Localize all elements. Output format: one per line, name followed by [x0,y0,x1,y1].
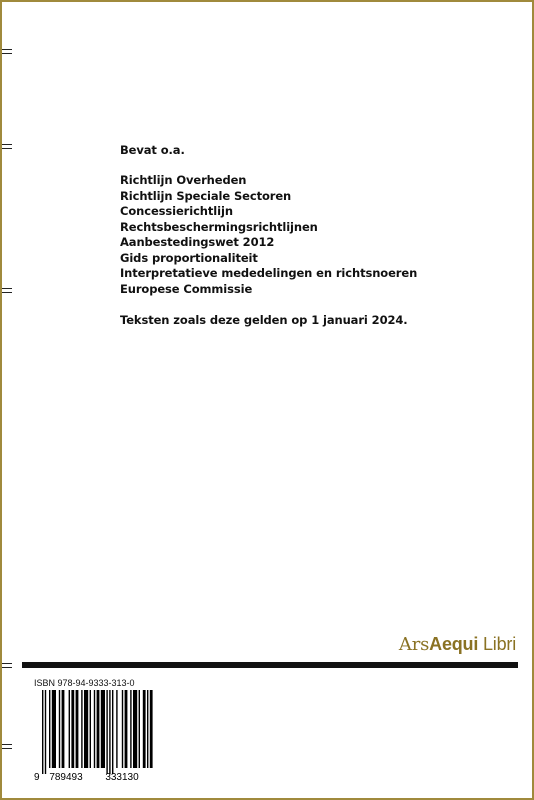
publisher-logo [399,634,516,655]
barcode-digit-group: 789493 [49,772,83,782]
barcode-bar [125,690,128,768]
barcode-bar [71,690,74,768]
list-item: Europese Commissie [120,281,253,296]
contents-intro: Bevat o.a. [120,143,185,157]
crop-mark [2,663,12,668]
barcode-bar [69,690,70,768]
barcode-bar [130,690,131,768]
barcode-bar [84,690,88,768]
isbn-label: ISBN 978-94-9333-313-0 [34,678,135,688]
barcode-bar [62,690,65,768]
barcode-digit-group: 9 [34,772,40,782]
barcode-bar [147,690,148,768]
contents-list [120,173,417,297]
barcode-bar [52,690,56,768]
barcode-bar [42,690,43,774]
barcode-bar [150,690,153,768]
barcode-bar [49,690,50,768]
contents-block [120,142,417,340]
crop-mark [2,49,12,54]
date-note: Teksten zoals deze gelden op 1 januari 2024. [120,313,408,327]
barcode-bar [97,690,100,768]
list-item: Gids proportionaliteit [120,250,258,265]
crop-mark [2,144,12,149]
list-item: Richtlijn Overheden [120,173,247,187]
barcode-bar [122,690,123,768]
list-item: Rechtsbeschermingsrichtlijnen [120,219,318,234]
barcode-bar [90,690,91,768]
barcode-digit-group: 333130 [105,772,139,782]
barcode-bar [81,690,82,768]
list-item: Interpretatieve mededelingen en richtsnoeren [120,266,418,280]
barcode-bar [101,690,105,768]
list-item: Aanbestedingswet 2012 [120,235,275,249]
barcode [34,690,156,782]
barcode-bar [133,690,137,768]
divider-rule [22,662,518,668]
barcode-bar [76,690,79,768]
crop-mark [2,744,12,749]
barcode-bar [116,690,117,768]
barcode-bar [106,690,107,774]
barcode-bar [143,690,146,768]
barcode-bar [45,690,46,774]
barcode-bar [112,690,113,774]
logo-word-libri: Libri [482,634,516,654]
logo-word-aequi: Aequi [429,634,479,654]
list-item: Concessierichtlijn [120,204,233,218]
barcode-bar [94,690,95,768]
logo-word-ars: Ars [398,634,430,655]
list-item: Richtlijn Speciale Sectoren [120,188,292,203]
barcode-bar [59,690,60,768]
crop-mark [2,288,12,293]
barcode-bar [109,690,110,774]
barcode-bar [139,690,140,768]
